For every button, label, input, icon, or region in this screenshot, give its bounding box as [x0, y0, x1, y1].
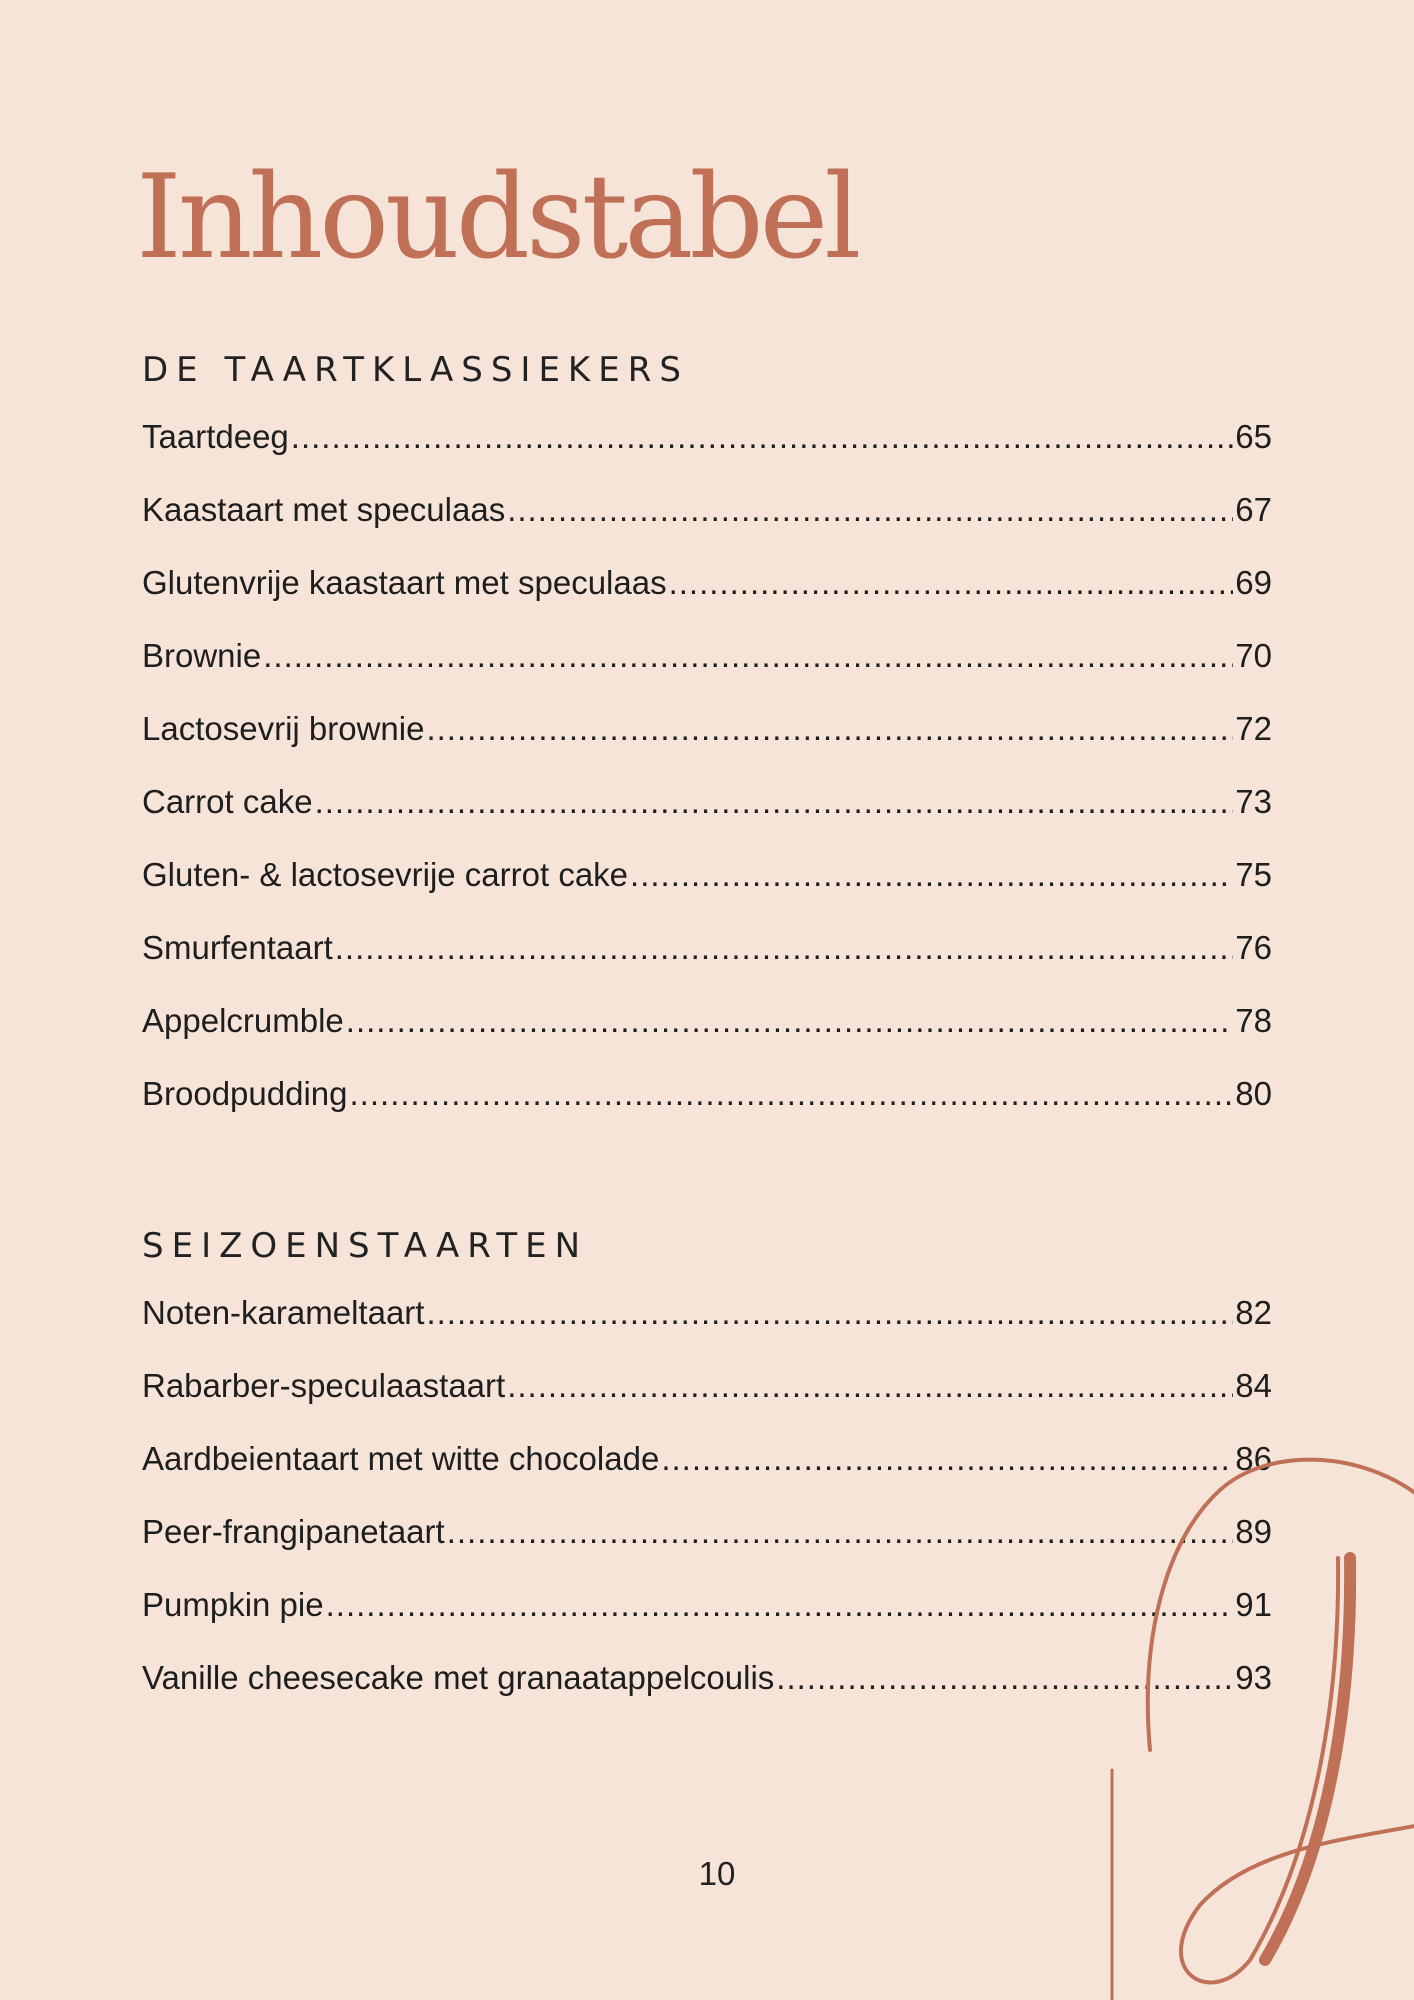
dot-leader: [630, 850, 1233, 900]
entry-page-number: 70: [1235, 637, 1272, 674]
entry-title: Gluten- & lactosevrije carrot cake: [142, 856, 629, 893]
section-taartklassiekers: [142, 350, 1272, 1142]
entry-title: Vanille cheesecake met granaatappelcoulis: [142, 1659, 775, 1696]
entry-page-number: 84: [1235, 1367, 1272, 1404]
dot-leader: [507, 485, 1233, 535]
dot-leader: [426, 704, 1233, 754]
toc-entry[interactable]: [142, 996, 1272, 1069]
entry-page-number: 78: [1235, 1002, 1272, 1039]
toc-entry[interactable]: [142, 412, 1272, 485]
entry-title: Rabarber-speculaastaart: [142, 1367, 506, 1404]
entry-page-number: 80: [1235, 1075, 1272, 1112]
entry-title: Lactosevrij brownie: [142, 710, 425, 747]
dot-leader: [350, 1069, 1234, 1119]
monogram-letter-j-icon: [1090, 1450, 1414, 2000]
entry-page-number: 76: [1235, 929, 1272, 966]
dot-leader: [669, 558, 1234, 608]
toc-entry[interactable]: [142, 1288, 1272, 1361]
entry-title: Aardbeientaart met witte chocolade: [142, 1440, 660, 1477]
dot-leader: [346, 996, 1234, 1046]
entry-title: Pumpkin pie: [142, 1586, 324, 1623]
entry-page-number: 91: [1235, 1586, 1272, 1623]
dot-leader: [291, 412, 1234, 462]
entry-title: Peer-frangipanetaart: [142, 1513, 445, 1550]
toc-list: [142, 390, 1272, 1142]
toc-entry[interactable]: [142, 923, 1272, 996]
entry-title: Kaastaart met speculaas: [142, 491, 506, 528]
entry-title: Noten-karameltaart: [142, 1294, 425, 1331]
entry-page-number: 86: [1235, 1440, 1272, 1477]
entry-title: Taartdeeg: [142, 418, 289, 455]
dot-leader: [335, 923, 1234, 973]
entry-page-number: 75: [1235, 856, 1272, 893]
toc-entry[interactable]: [142, 704, 1272, 777]
entry-title: Smurfentaart: [142, 929, 333, 966]
dot-leader: [426, 1288, 1233, 1338]
toc-entry[interactable]: [142, 1361, 1272, 1434]
entry-page-number: 73: [1235, 783, 1272, 820]
entry-page-number: 93: [1235, 1659, 1272, 1696]
entry-page-number: 89: [1235, 1513, 1272, 1550]
entry-title: Carrot cake: [142, 783, 313, 820]
toc-entry[interactable]: [142, 485, 1272, 558]
section-heading: DE TAARTKLASSIEKERS: [142, 350, 689, 390]
toc-entry[interactable]: [142, 631, 1272, 704]
entry-title: Glutenvrije kaastaart met speculaas: [142, 564, 667, 601]
toc-entry[interactable]: [142, 558, 1272, 631]
entry-title: Appelcrumble: [142, 1002, 344, 1039]
dot-leader: [315, 777, 1234, 827]
page-number: 10: [698, 1855, 736, 1892]
entry-title: Broodpudding: [142, 1075, 348, 1112]
dot-leader: [507, 1361, 1233, 1411]
entry-page-number: 65: [1235, 418, 1272, 455]
entry-page-number: 69: [1235, 564, 1272, 601]
entry-page-number: 67: [1235, 491, 1272, 528]
entry-page-number: 72: [1235, 710, 1272, 747]
toc-entry[interactable]: [142, 777, 1272, 850]
toc-entry[interactable]: [142, 1069, 1272, 1142]
entry-title: Brownie: [142, 637, 262, 674]
dot-leader: [263, 631, 1233, 681]
section-heading: SEIZOENSTAARTEN: [142, 1226, 589, 1266]
toc-entry[interactable]: [142, 850, 1272, 923]
entry-page-number: 82: [1235, 1294, 1272, 1331]
page-title: Inhoudstabel: [136, 150, 858, 285]
